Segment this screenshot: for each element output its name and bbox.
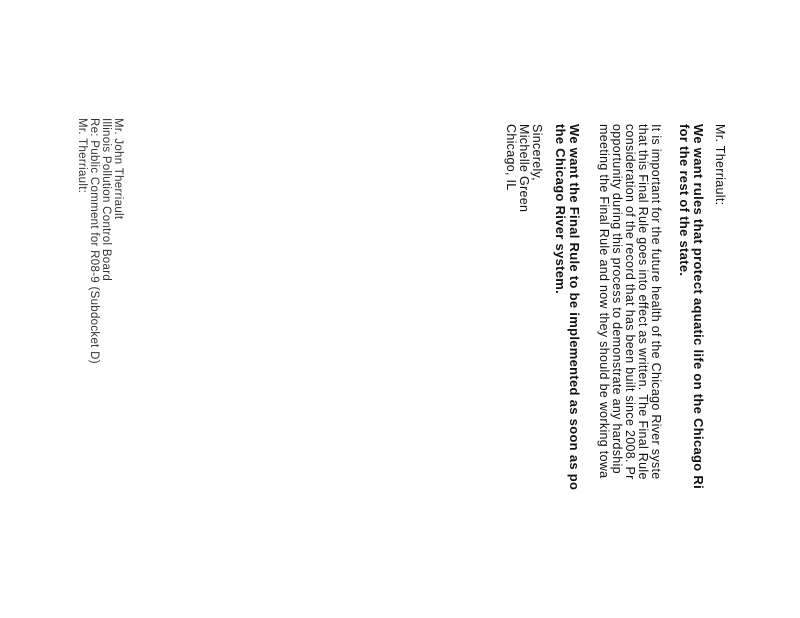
closing-line-1: We want the Final Rule to be implemented as soon as po xyxy=(567,124,582,491)
signature-name: Michelle Green xyxy=(517,124,531,213)
closing-line-2: the Chicago River system. xyxy=(553,124,568,295)
salutation-right: Mr. Therriault: xyxy=(713,124,727,206)
body-line-2: that this Final Rule goes into effect as written. The Final Rule xyxy=(636,124,650,480)
body-line-5: meeting the Final Rule and now they should be working towa xyxy=(597,124,611,479)
address-board: Illinois Pollution Control Board xyxy=(100,118,112,282)
address-recipient: Mr. John Therriault xyxy=(112,118,124,220)
body-line-4: opportunity during this process to demonstrate any hardship xyxy=(610,124,624,474)
heading-line-1: We want rules that protect aquatic life on the Chicago Ri xyxy=(691,124,706,490)
signature-location: Chicago, IL xyxy=(504,124,518,191)
body-line-1: It is important for the future health of the Chicago River syste xyxy=(649,124,663,480)
address-subject: Re: Public Comment for R08-9 (Subdocket D) xyxy=(88,118,100,364)
heading-line-2: for the rest of the state. xyxy=(677,124,692,277)
salutation-left: Mr. Therriault: xyxy=(76,118,88,194)
body-line-3: consideration of the record that has been built since 2008. Pr xyxy=(623,124,637,480)
signature-sincerely: Sincerely, xyxy=(530,124,544,181)
